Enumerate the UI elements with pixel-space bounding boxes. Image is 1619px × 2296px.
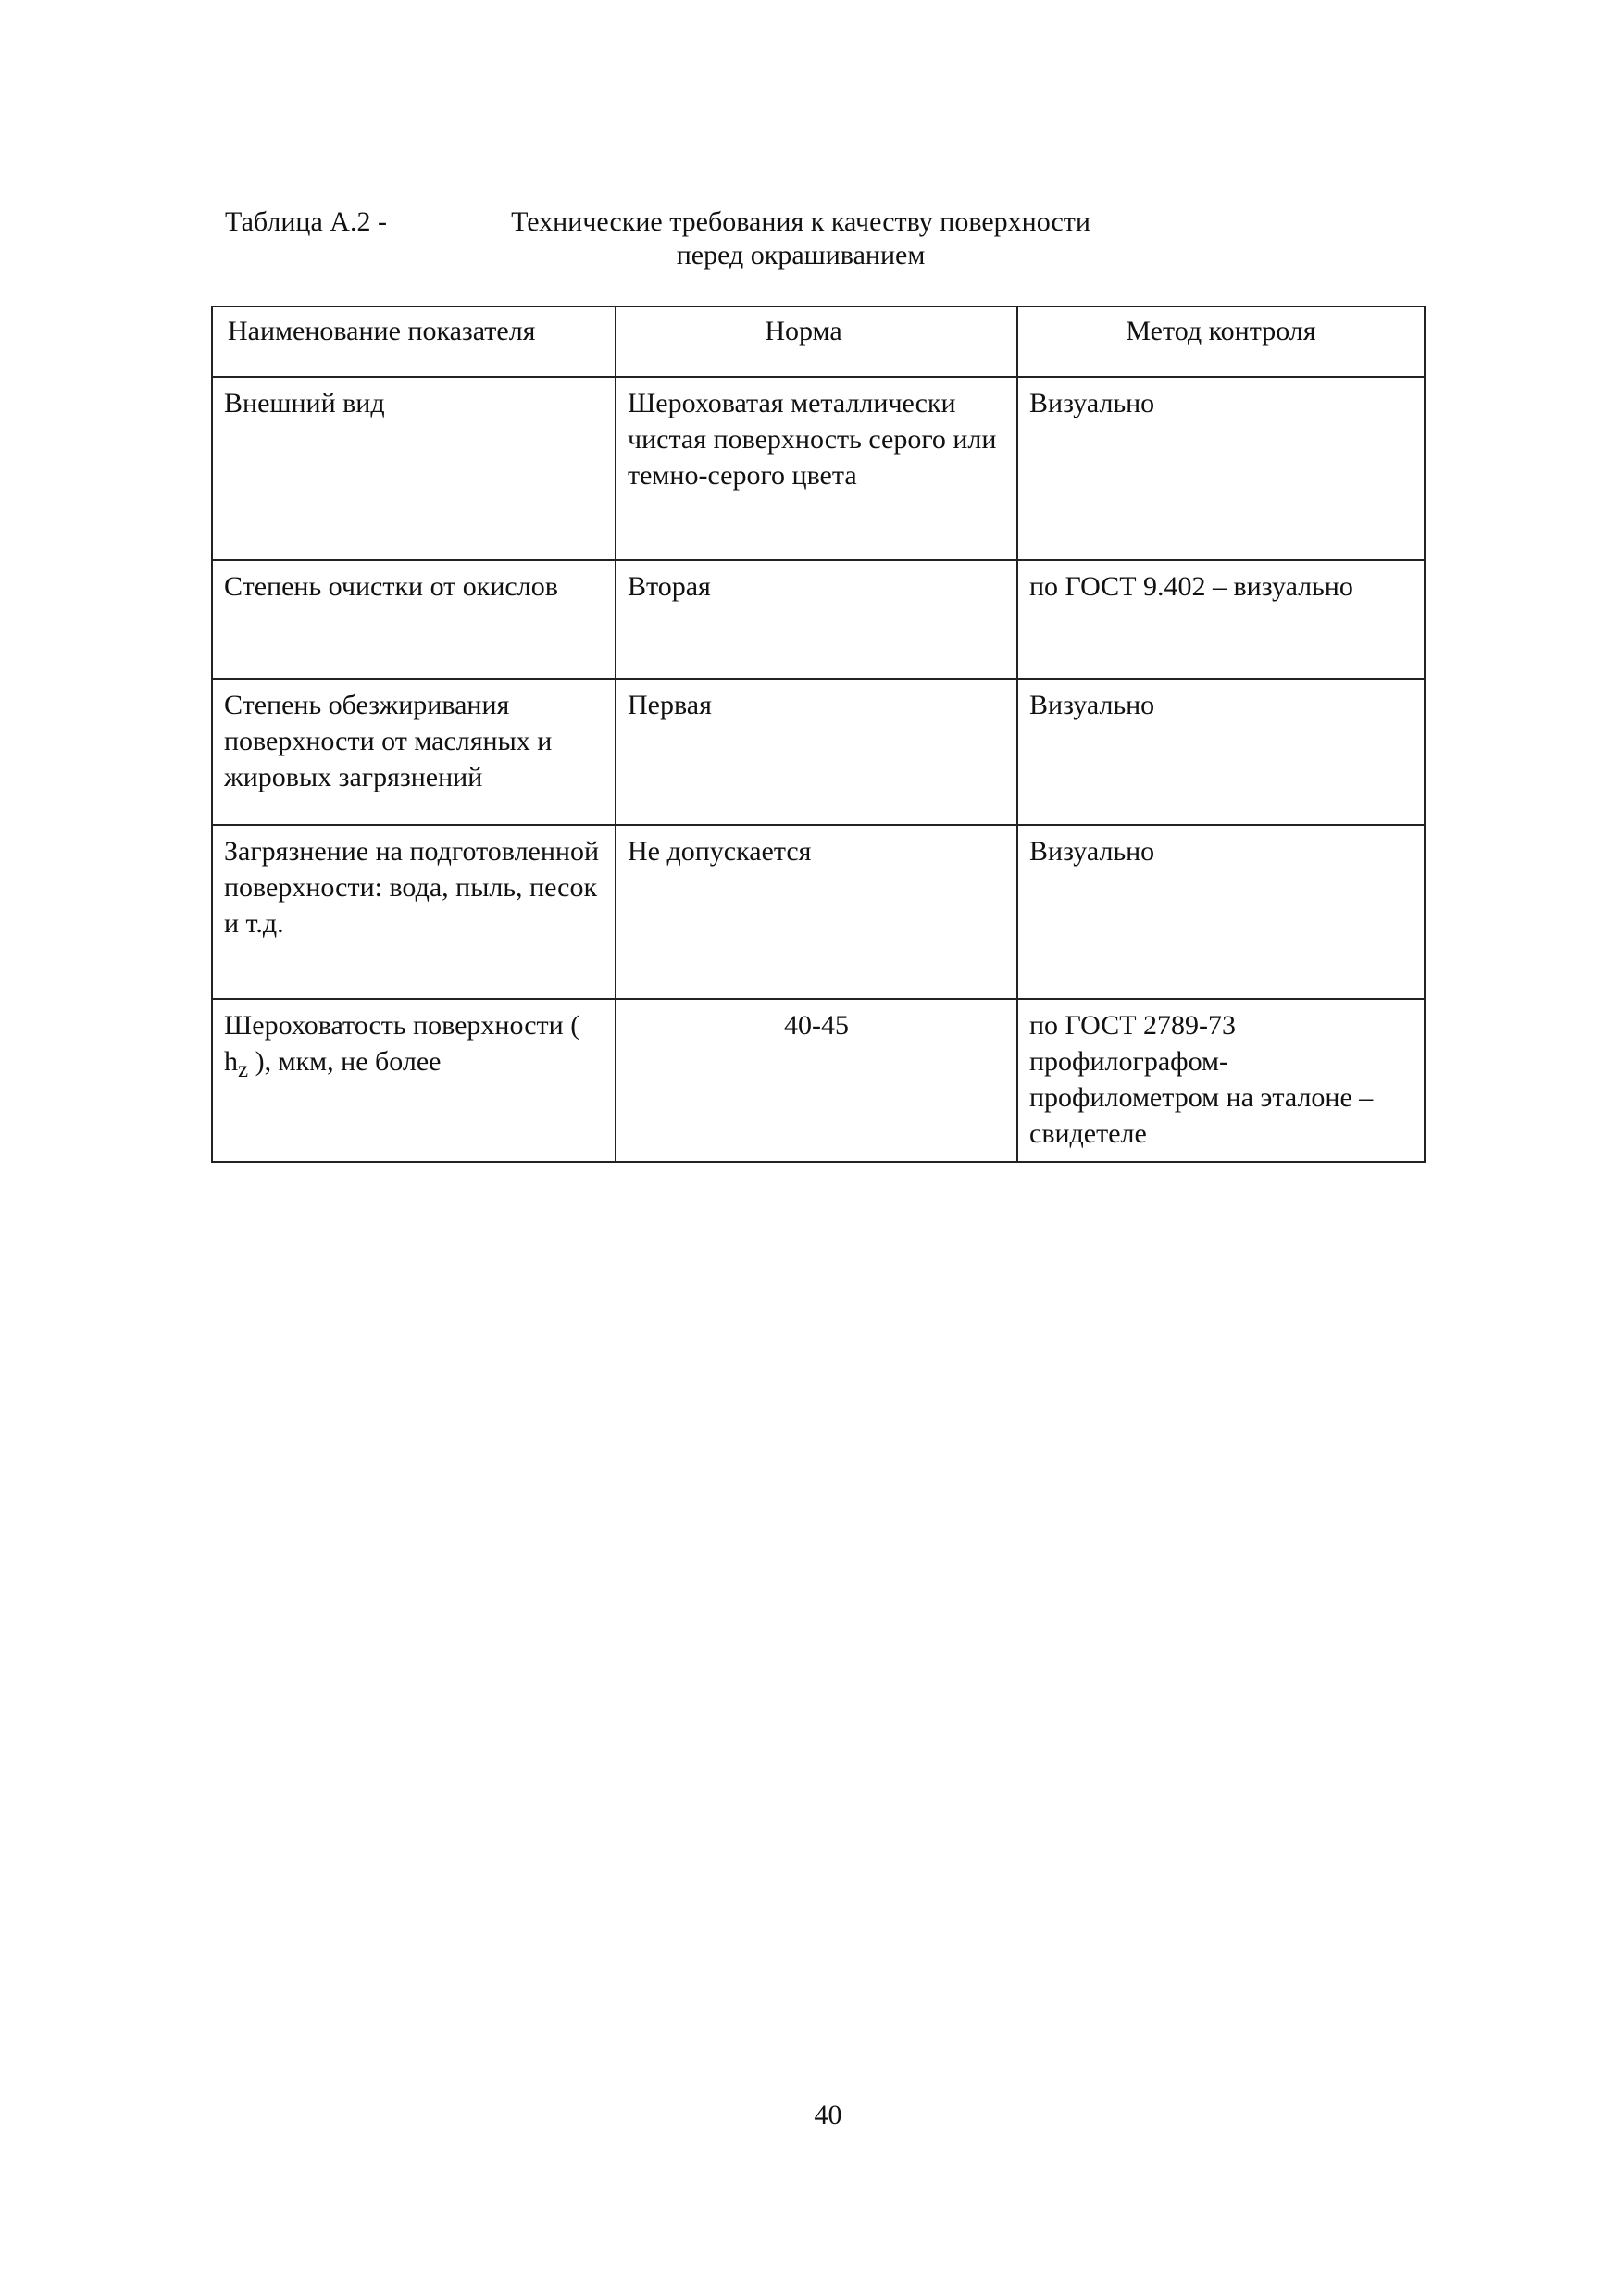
table-header-row — [212, 306, 1425, 377]
header-indicator-name: Наименование показателя — [212, 306, 616, 377]
cell-method: Визуально — [1017, 825, 1425, 999]
cell-norm: Вторая — [616, 560, 1017, 679]
cell-method: Визуально — [1017, 377, 1425, 560]
cell-norm: Шероховатая металлически чистая поверхность серого или темно-серого цвета — [616, 377, 1017, 560]
cell-norm: Первая — [616, 679, 1017, 825]
header-control-method: Метод контроля — [1017, 306, 1425, 377]
page-number: 40 — [814, 2100, 842, 2130]
table-row — [212, 825, 1425, 999]
roughness-symbol: h — [224, 1046, 238, 1077]
table-row — [212, 377, 1425, 560]
table-row — [212, 560, 1425, 679]
cell-indicator: Степень очистки от окислов — [212, 560, 616, 679]
requirements-table — [211, 306, 1426, 1163]
cell-indicator: Загрязнение на подготовленной поверхности: вода, пыль, песок и т.д. — [212, 825, 616, 999]
table-caption-title-line-2: перед окрашиванием — [676, 240, 926, 270]
cell-norm: Не допускается — [616, 825, 1017, 999]
table-caption-title — [467, 206, 1134, 272]
cell-indicator — [212, 999, 616, 1162]
cell-norm: 40-45 — [616, 999, 1017, 1162]
roughness-subscript: z — [238, 1057, 249, 1082]
cell-indicator: Степень обезжиривания поверхности от масляных и жировых загрязнений — [212, 679, 616, 825]
cell-method: по ГОСТ 2789-73 профилографом-профилометром на эталоне – свидетеле — [1017, 999, 1425, 1162]
indicator-text-prefix: Шероховатость поверхности ( — [224, 1010, 580, 1041]
header-norm: Норма — [616, 306, 1017, 377]
cell-method: по ГОСТ 9.402 – визуально — [1017, 560, 1425, 679]
cell-method: Визуально — [1017, 679, 1425, 825]
table-row — [212, 999, 1425, 1162]
table-caption-label: Таблица А.2 - — [225, 206, 387, 237]
cell-indicator: Внешний вид — [212, 377, 616, 560]
table-row — [212, 679, 1425, 825]
indicator-text-suffix: ), мкм, не более — [255, 1046, 442, 1077]
table-caption-title-line-1: Технические требования к качеству поверхности — [511, 206, 1090, 237]
